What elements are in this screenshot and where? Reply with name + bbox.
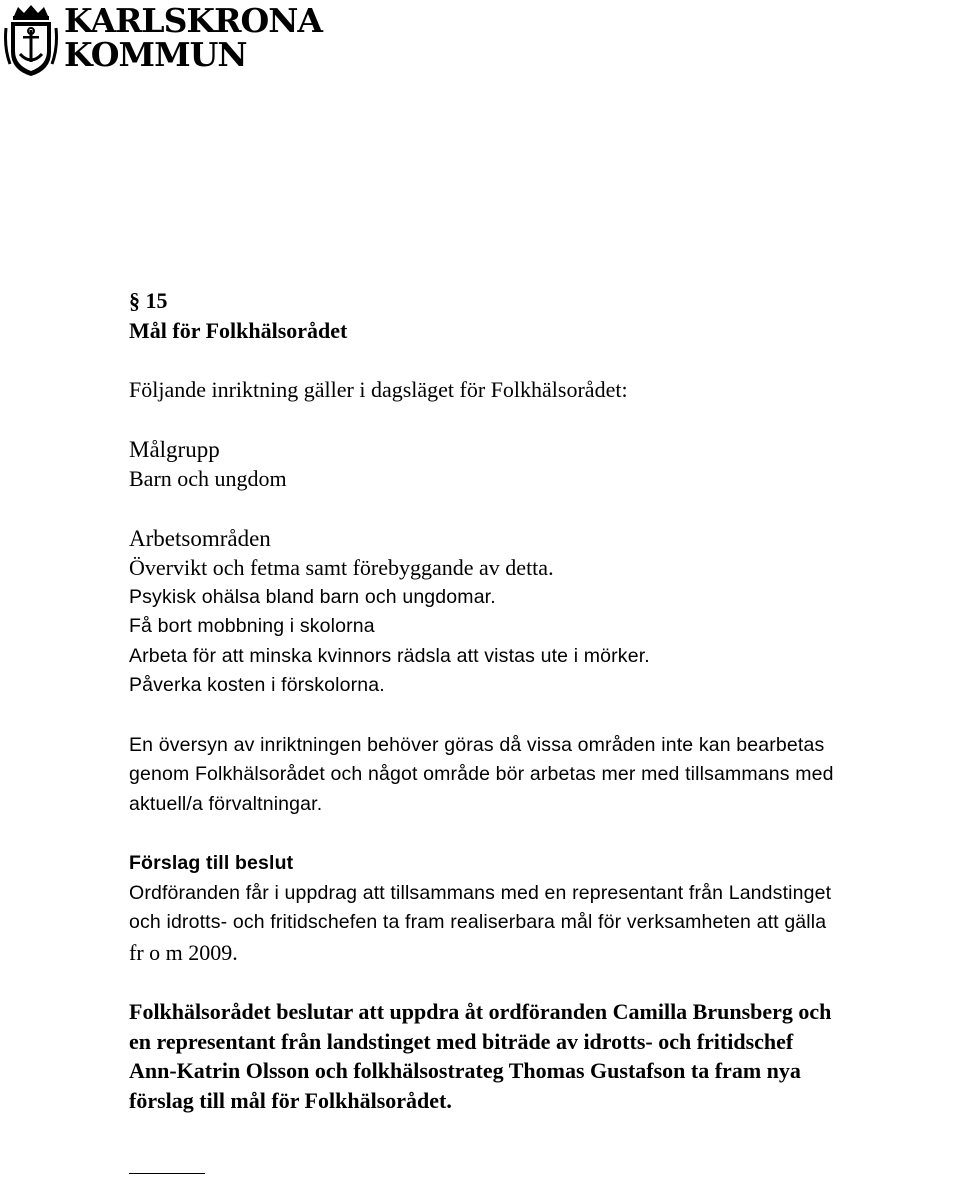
- work-area-item: Övervikt och fetma samt förebyggande av detta.: [129, 555, 554, 580]
- work-area-item: Psykisk ohälsa bland barn och ungdomar.: [129, 585, 496, 608]
- document-body: [129, 286, 960, 1115]
- target-group-value: Barn och ungdom: [129, 466, 287, 491]
- proposal-line: Ordföranden får i uppdrag att tillsammans med en representant från Landstinget: [129, 881, 832, 904]
- municipality-logo: [4, 1, 323, 78]
- proposal-heading: Förslag till beslut: [129, 852, 294, 874]
- paragraph-number: § 15: [129, 288, 168, 313]
- coat-of-arms-icon: [4, 4, 58, 78]
- logo-line-2: KOMMUN: [64, 35, 247, 74]
- review-paragraph-line: genom Folkhälsorådet och något område bör arbetas mer med tillsammans med: [129, 763, 834, 785]
- proposal-line: fr o m 2009.: [129, 939, 238, 965]
- document-title: Mål för Folkhälsorådet: [129, 317, 348, 343]
- work-area-item: Få bort mobbning i skolorna: [129, 615, 375, 637]
- review-paragraph-line: En översyn av inriktningen behöver göras då vissa områden inte kan bearbetas: [129, 733, 825, 756]
- decision-line: förslag till mål för Folkhälsorådet.: [129, 1087, 452, 1113]
- decision-line: Folkhälsorådet beslutar att uppdra åt ordföranden Camilla Brunsberg och: [129, 999, 832, 1024]
- intro-text: Följande inriktning gäller i dagsläget för Folkhälsorådet:: [129, 377, 628, 402]
- proposal-line: och idrotts- och fritidschefen ta fram realiserbara mål för verksamheten att gälla: [129, 911, 827, 933]
- logo-line-1: KARLSKRONA: [64, 1, 323, 40]
- work-area-item: Påverka kosten i förskolorna.: [129, 674, 385, 696]
- logo-wordmark: [64, 1, 323, 74]
- decision-line: Ann-Katrin Olsson och folkhälsostrateg Thomas Gustafson ta fram nya: [129, 1058, 801, 1083]
- review-paragraph-line: aktuell/a förvaltningar.: [129, 792, 323, 815]
- work-area-item: Arbeta för att minska kvinnors rädsla att vistas ute i mörker.: [129, 644, 650, 667]
- footer-divider: [129, 1173, 205, 1174]
- work-areas-heading: Arbetsområden: [129, 525, 271, 551]
- decision-line: en representant från landstinget med biträde av idrotts- och fritidschef: [129, 1028, 794, 1054]
- target-group-heading: Målgrupp: [129, 436, 220, 462]
